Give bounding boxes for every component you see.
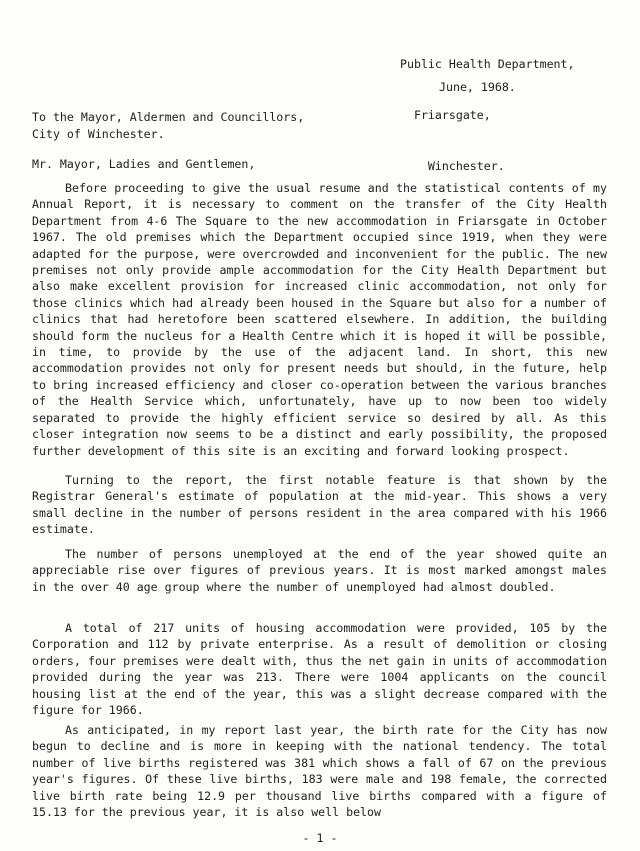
paragraph-4: A total of 217 units of housing accommodation were provided, 105 by the Corporation and 112 by private enterprise. As a result of demolition or closing orders, four premises were dealt with, thus the net gain in units of accommodation provided during the year was 213. There were 1004 applicants on the council housing list at the end of the year, this was a slight decrease compared with the figure for 1966.	[32, 621, 607, 718]
address-line-1: Public Health Department,	[400, 57, 575, 71]
paragraph-2: Turning to the report, the first notable feature is that shown by the Registrar General's estimate of population at the mid-year. This shows a very small decline in the number of persons resident in the area compared with his 1966 estimate.	[32, 473, 607, 537]
paragraph-5: As anticipated, in my report last year, the birth rate for the City has now begun to decline and is more in keeping with the national tendency. The total number of live births registered was 381 which shows a fall of 67 on the previous year's figures. Of these live births, 183 were male and 198 female, the corrected live birth rate being 12.9 per thousand live births compared with a figure of 15.13 for the previous year, it is also well below	[32, 723, 607, 820]
address-line-3: Winchester.	[400, 159, 505, 173]
recipient-line-1: To the Mayor, Aldermen and Councillors,	[32, 110, 305, 124]
recipient-line-2: City of Winchester.	[32, 127, 165, 141]
address-line-2: Friarsgate,	[400, 108, 491, 122]
paragraph-1: Before proceeding to give the usual resume and the statistical contents of my Annual Report, it is necessary to comment on the transfer of the City Health Department from 4-6 The Square to the new accommodation in Friarsgate in October 1967. The old premises which the Department occupied since 1919, when they were adapted for the purpose, were overcrowded and inconvenient for the public. The new premises not only provide ample accommodation for the City Health Department but also make excellent provision for increased clinic accommodation, not only for those clinics which had already been housed in the Square but also for a number of clinics that had heretofore been scattered elsewhere. In addition, the building should form the nucleus for a Health Centre which it is hoped it will be possible, in time, to provide by the use of the adjacent land. In short, this new accommodation provides not only for present needs but should, in the future, help to bring increased efficiency and closer co-operation between the various branches of the Health Service which, unfortunately, have up to now been too widely separated to provide the highly efficient service so desired by all. As this closer integration now seems to be a distinct and early possibility, the proposed further development of this site is an exciting and forward looking prospect.	[32, 181, 607, 458]
salutation: Mr. Mayor, Ladies and Gentlemen,	[32, 157, 256, 171]
page-number: - 1 -	[302, 831, 338, 845]
letter-date: June, 1968.	[439, 80, 516, 94]
paragraph-3: The number of persons unemployed at the end of the year showed quite an appreciable rise over figures of previous years. It is most marked amongst males in the over 40 age group where the number of unemployed had almost doubled.	[32, 547, 607, 594]
